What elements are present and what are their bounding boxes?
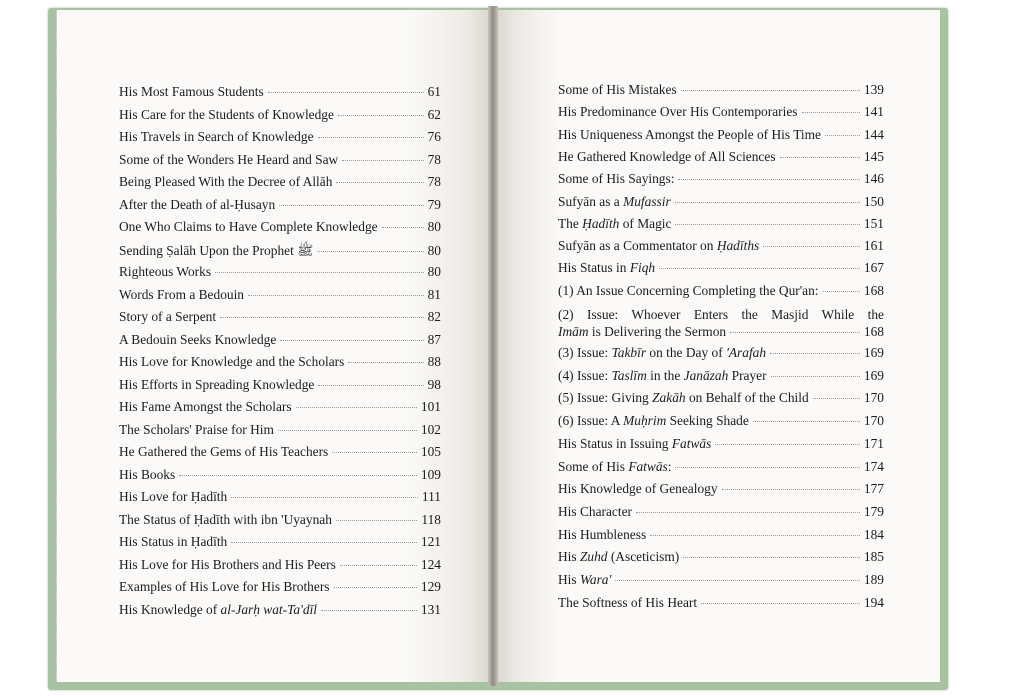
title-part: on the Day of bbox=[646, 345, 726, 360]
title-part: His Status in Issuing bbox=[558, 435, 672, 451]
toc-entry-title bbox=[119, 557, 336, 573]
title-part: His Love for Ḥadīth bbox=[119, 489, 228, 504]
title-part: : bbox=[667, 458, 672, 474]
toc-entry[interactable] bbox=[119, 287, 441, 303]
title-part: Sending Ṣalāh Upon the Prophet ﷺ bbox=[119, 242, 314, 258]
toc-entry[interactable] bbox=[558, 436, 884, 452]
toc-page-number: 76 bbox=[427, 129, 441, 144]
toc-page-number: 78 bbox=[427, 174, 441, 189]
toc-entry[interactable] bbox=[558, 481, 884, 497]
title-part: on Behalf of the Child bbox=[685, 390, 809, 406]
toc-entry-title-line2 bbox=[558, 323, 884, 340]
title-part: 'Arafah bbox=[726, 345, 767, 360]
toc-page-number: 131 bbox=[420, 601, 441, 617]
toc-page-number: 118 bbox=[421, 511, 441, 527]
toc-page-number: 161 bbox=[863, 238, 884, 254]
dot-leader bbox=[248, 295, 424, 296]
title-part: Janāzah bbox=[683, 367, 729, 383]
toc-page-number: 79 bbox=[427, 196, 441, 212]
dot-leader bbox=[268, 92, 424, 93]
dot-leader bbox=[771, 376, 860, 377]
title-part: The bbox=[558, 215, 583, 231]
toc-entry[interactable] bbox=[558, 345, 884, 361]
title-part: Examples of His Love for His Brothers bbox=[119, 579, 330, 594]
toc-page-number: 151 bbox=[863, 215, 884, 231]
toc-entry[interactable] bbox=[558, 216, 884, 232]
toc-entry-title-line1: (2) Issue: Whoever Enters the Masjid While the bbox=[558, 307, 884, 322]
title-part: Ḥadīths bbox=[716, 238, 760, 254]
dot-leader bbox=[802, 112, 860, 113]
toc-entry[interactable] bbox=[558, 572, 884, 588]
title-part: Zuhd bbox=[579, 549, 608, 565]
toc-entry[interactable] bbox=[119, 332, 441, 348]
toc-page-number: 80 bbox=[427, 242, 441, 258]
toc-page-number: 144 bbox=[863, 126, 884, 142]
title-part: is Delivering the Sermon bbox=[588, 324, 727, 339]
toc-entry-title bbox=[558, 413, 749, 429]
title-part: Mufassir bbox=[623, 193, 671, 209]
dot-leader bbox=[715, 444, 860, 445]
toc-page-number: 61 bbox=[427, 84, 441, 99]
toc-entry[interactable] bbox=[119, 557, 441, 573]
title-part: (Asceticism) bbox=[607, 549, 680, 565]
title-part: One Who Claims to Have Complete Knowledge bbox=[119, 219, 378, 234]
toc-entry[interactable] bbox=[119, 512, 441, 528]
dot-leader bbox=[813, 398, 860, 399]
title-part: Some of His Mistakes bbox=[558, 82, 677, 97]
toc-page-number: 101 bbox=[420, 399, 441, 414]
dot-leader bbox=[340, 565, 417, 566]
toc-entry[interactable] bbox=[558, 194, 884, 210]
title-part: His Most Famous Students bbox=[119, 84, 264, 99]
toc-page-number: 146 bbox=[863, 171, 884, 187]
toc-entry[interactable] bbox=[558, 149, 884, 165]
title-part: (3) Issue: bbox=[558, 345, 612, 360]
toc-page-number: 78 bbox=[427, 151, 441, 167]
toc-entry-title bbox=[558, 82, 677, 98]
toc-entry[interactable] bbox=[558, 171, 884, 187]
title-part: Taslīm bbox=[611, 367, 647, 383]
title-part: Some of the Wonders He Heard and Saw bbox=[119, 151, 339, 167]
dot-leader bbox=[348, 362, 423, 363]
toc-page-number: 169 bbox=[863, 367, 884, 383]
toc-entry[interactable] bbox=[119, 242, 441, 262]
title-part: Prayer bbox=[728, 367, 767, 383]
dot-leader bbox=[675, 467, 859, 468]
toc-page-number: 168 bbox=[863, 282, 884, 298]
toc-page-number: 81 bbox=[427, 286, 441, 302]
title-part: His Uniqueness Amongst the People of His Time bbox=[558, 126, 821, 142]
toc-entry-title bbox=[558, 368, 767, 384]
toc-page-number: 184 bbox=[863, 526, 884, 542]
dot-leader bbox=[730, 332, 860, 333]
title-part: The Status of Ḥadīth with ibn 'Uyaynah bbox=[119, 511, 332, 527]
toc-page-number: 129 bbox=[420, 579, 441, 594]
toc-entry[interactable] bbox=[119, 579, 441, 595]
book-spine bbox=[488, 6, 498, 686]
toc-entry[interactable] bbox=[119, 197, 441, 213]
title-part: Fiqh bbox=[629, 260, 656, 276]
toc-entry-title bbox=[119, 467, 175, 483]
title-part: A Bedouin Seeks Knowledge bbox=[119, 331, 277, 347]
toc-entry[interactable] bbox=[558, 459, 884, 475]
dot-leader bbox=[701, 603, 860, 604]
title-part: of Magic bbox=[619, 215, 672, 231]
toc-entry-title bbox=[558, 238, 759, 254]
toc-entry-title bbox=[119, 219, 378, 235]
toc-entry-title bbox=[119, 107, 334, 123]
title-part: His Predominance Over His Contemporaries bbox=[558, 104, 798, 120]
toc-page-number: 141 bbox=[863, 104, 884, 120]
dot-leader bbox=[650, 535, 860, 536]
toc-entry[interactable] bbox=[119, 264, 441, 280]
toc-entry-title bbox=[558, 436, 711, 452]
toc-entry-title bbox=[119, 444, 328, 460]
title-part: (1) An Issue Concerning Completing the Qur'an: bbox=[558, 282, 819, 298]
title-part: (5) Issue: Giving bbox=[558, 390, 653, 406]
dot-leader bbox=[382, 227, 424, 228]
toc-entry-title bbox=[119, 377, 314, 393]
toc-page-number: 150 bbox=[863, 193, 884, 209]
toc-entry-title bbox=[558, 504, 632, 520]
title-part: His Status in bbox=[558, 260, 630, 276]
toc-entry[interactable] bbox=[119, 309, 441, 325]
toc-entry[interactable] bbox=[558, 82, 884, 98]
title-part: His Status in Ḥadīth bbox=[119, 534, 228, 549]
dot-leader bbox=[342, 160, 423, 161]
title-part: His Fame Amongst the Scholars bbox=[119, 399, 292, 414]
title-part: His Humbleness bbox=[558, 526, 647, 542]
toc-entry-title bbox=[558, 572, 611, 588]
dot-leader bbox=[231, 542, 417, 543]
toc-page-number: 185 bbox=[863, 549, 884, 565]
dot-leader bbox=[279, 205, 423, 206]
title-part: Some of His Sayings: bbox=[558, 171, 675, 187]
title-part: His bbox=[558, 549, 580, 565]
title-part: Some of His bbox=[558, 458, 629, 474]
toc-entry[interactable] bbox=[558, 283, 884, 299]
title-part: His Love for His Brothers and His Peers bbox=[119, 556, 336, 572]
title-part: He Gathered the Gems of His Teachers bbox=[119, 444, 329, 459]
toc-entry[interactable] bbox=[119, 84, 441, 100]
title-part: Story of a Serpent bbox=[119, 309, 217, 324]
title-part: Imām bbox=[558, 324, 589, 339]
toc-entry[interactable] bbox=[558, 260, 884, 276]
dot-leader bbox=[675, 224, 859, 225]
toc-page-number: 121 bbox=[420, 534, 441, 549]
toc-entry[interactable] bbox=[119, 377, 441, 393]
toc-entry-title bbox=[119, 512, 332, 528]
title-part: Righteous Works bbox=[119, 264, 212, 279]
title-part: His Care for the Students of Knowledge bbox=[119, 106, 334, 122]
dot-leader bbox=[296, 407, 417, 408]
toc-entry[interactable] bbox=[558, 413, 884, 429]
dot-leader bbox=[678, 179, 859, 180]
toc-entry-title bbox=[119, 264, 211, 280]
title-part: in the bbox=[646, 367, 684, 383]
toc-entry-title bbox=[119, 197, 275, 213]
toc-page-number: 109 bbox=[420, 466, 441, 482]
title-part: His Efforts in Spreading Knowledge bbox=[119, 376, 315, 392]
dot-leader bbox=[318, 137, 424, 138]
title-part: Muḥrim bbox=[623, 413, 667, 429]
title-part: Wara' bbox=[579, 572, 612, 587]
toc-page-number: 124 bbox=[420, 556, 441, 572]
toc-page-number: 167 bbox=[863, 260, 884, 276]
dot-leader bbox=[278, 430, 417, 431]
toc-entry[interactable] bbox=[119, 489, 441, 505]
toc-entry-title bbox=[119, 534, 227, 550]
toc-entry-title bbox=[119, 579, 330, 595]
title-part: His Love for Knowledge and the Scholars bbox=[119, 354, 345, 369]
title-part: He Gathered Knowledge of All Sciences bbox=[558, 148, 776, 164]
toc-page-number: 82 bbox=[427, 309, 441, 324]
title-part: Takbīr bbox=[611, 345, 647, 360]
toc-page-number: 170 bbox=[863, 390, 884, 406]
toc-page-number: 179 bbox=[863, 503, 884, 519]
toc-entry[interactable] bbox=[558, 127, 884, 143]
dot-leader bbox=[753, 421, 860, 422]
title-part: His bbox=[558, 572, 580, 587]
toc-page-number: 87 bbox=[427, 331, 441, 347]
title-part: Sufyān as a Commentator on bbox=[558, 238, 717, 254]
toc-entry[interactable] bbox=[119, 422, 441, 438]
title-part: His Knowledge of bbox=[119, 601, 221, 617]
toc-entry[interactable] bbox=[558, 306, 884, 340]
toc-entry[interactable] bbox=[558, 104, 884, 120]
toc-entry-title bbox=[119, 129, 314, 145]
dot-leader bbox=[321, 610, 417, 611]
dot-leader bbox=[332, 452, 417, 453]
dot-leader bbox=[823, 291, 860, 292]
toc-entry[interactable] bbox=[558, 595, 884, 611]
toc-entry-title bbox=[119, 602, 317, 618]
toc-entry[interactable] bbox=[119, 129, 441, 145]
title-part: (6) Issue: A bbox=[558, 413, 624, 429]
toc-entry[interactable] bbox=[558, 390, 884, 406]
toc-entry[interactable] bbox=[558, 238, 884, 254]
toc-entry-title bbox=[119, 399, 292, 415]
dot-leader bbox=[220, 317, 424, 318]
title-part: Zakāh bbox=[652, 390, 686, 406]
toc-entry[interactable] bbox=[119, 444, 441, 460]
toc-entry[interactable] bbox=[558, 549, 884, 565]
toc-entry-title bbox=[558, 390, 809, 406]
toc-page-number: 174 bbox=[863, 458, 884, 474]
toc-page-number: 80 bbox=[427, 219, 441, 234]
toc-entry-title bbox=[119, 422, 274, 438]
toc-entry-title bbox=[119, 242, 313, 262]
dot-leader bbox=[338, 115, 424, 116]
toc-entry-title bbox=[119, 287, 244, 303]
toc-page-number: 98 bbox=[427, 376, 441, 392]
dot-leader bbox=[722, 489, 860, 490]
dot-leader bbox=[336, 520, 417, 521]
dot-leader bbox=[231, 497, 418, 498]
toc-entry[interactable] bbox=[558, 527, 884, 543]
toc-page-number: 177 bbox=[863, 481, 884, 497]
toc-entry-title bbox=[558, 323, 726, 340]
toc-entry[interactable] bbox=[119, 107, 441, 123]
toc-entry[interactable] bbox=[119, 219, 441, 235]
toc-entry[interactable] bbox=[119, 467, 441, 483]
toc-page-number: 194 bbox=[863, 594, 884, 610]
dot-leader bbox=[636, 512, 860, 513]
toc-entry-title bbox=[558, 216, 671, 232]
toc-entry[interactable] bbox=[558, 368, 884, 384]
toc-page-number: 145 bbox=[863, 148, 884, 164]
title-part: Seeking Shade bbox=[666, 413, 749, 429]
toc-entry-title bbox=[119, 174, 332, 190]
toc-entry-title bbox=[558, 345, 766, 361]
toc-entry-title bbox=[558, 127, 821, 143]
title-part: (4) Issue: bbox=[558, 367, 612, 383]
dot-leader bbox=[615, 580, 860, 581]
toc-entry[interactable] bbox=[119, 534, 441, 550]
title-part: Fatwās bbox=[671, 435, 712, 451]
toc-page-number: 111 bbox=[421, 489, 441, 504]
title-part: al-Jarḥ wat-Ta'dīl bbox=[220, 601, 318, 617]
title-part: Fatwās bbox=[628, 458, 668, 474]
toc-entry[interactable] bbox=[119, 399, 441, 415]
toc-page-number: 189 bbox=[863, 572, 884, 587]
toc-entry[interactable] bbox=[119, 354, 441, 370]
toc-page-number: 169 bbox=[863, 345, 884, 360]
title-part: Words From a Bedouin bbox=[119, 286, 245, 302]
toc-entry-title bbox=[558, 260, 655, 276]
toc-entry-title bbox=[558, 527, 646, 543]
dot-leader bbox=[318, 385, 423, 386]
dot-leader bbox=[825, 135, 860, 136]
dot-leader bbox=[780, 157, 860, 158]
toc-entry[interactable] bbox=[119, 602, 441, 618]
dot-leader bbox=[179, 475, 417, 476]
dot-leader bbox=[334, 587, 417, 588]
title-part: Being Pleased With the Decree of Allāh bbox=[119, 174, 333, 189]
title-part: His Knowledge of Genealogy bbox=[558, 481, 718, 497]
toc-page-number: 88 bbox=[427, 354, 441, 369]
toc-page-number: 139 bbox=[863, 82, 884, 97]
toc-page-number: 102 bbox=[420, 421, 441, 437]
toc-entry-title bbox=[558, 194, 671, 210]
toc-entry[interactable] bbox=[558, 504, 884, 520]
dot-leader bbox=[675, 202, 860, 203]
toc-entry-title bbox=[558, 149, 776, 165]
dot-leader bbox=[683, 557, 860, 558]
toc-entry-title bbox=[558, 595, 697, 611]
toc-page-number: 171 bbox=[863, 435, 884, 451]
toc-entry-title bbox=[119, 309, 216, 325]
dot-leader bbox=[280, 340, 423, 341]
toc-page-number: 62 bbox=[427, 106, 441, 122]
toc-entry-title bbox=[558, 283, 819, 299]
title-part: His Books bbox=[119, 466, 176, 482]
toc-entry-title bbox=[119, 354, 344, 370]
title-part: His Character bbox=[558, 503, 632, 519]
toc-entry-title bbox=[558, 549, 679, 565]
toc-entry[interactable] bbox=[119, 174, 441, 190]
toc-entry-title bbox=[119, 152, 338, 168]
toc-entry-title bbox=[558, 104, 798, 120]
dot-leader bbox=[215, 272, 424, 273]
toc-entry[interactable] bbox=[119, 152, 441, 168]
dot-leader bbox=[763, 246, 860, 247]
toc-entry-title bbox=[558, 459, 671, 475]
toc-entry-title bbox=[119, 332, 276, 348]
toc-page-number: 170 bbox=[863, 413, 884, 429]
toc-page-number: 80 bbox=[427, 264, 441, 279]
toc-entry-title bbox=[558, 481, 718, 497]
title-part: Ḥadīth bbox=[582, 215, 620, 231]
dot-leader bbox=[317, 251, 423, 252]
title-part: Sufyān as a bbox=[558, 193, 624, 209]
dot-leader bbox=[659, 268, 860, 269]
title-part: The Softness of His Heart bbox=[558, 594, 698, 610]
dot-leader bbox=[681, 90, 860, 91]
toc-page-number: 168 bbox=[863, 324, 884, 339]
dot-leader bbox=[770, 353, 860, 354]
toc-entry-title bbox=[119, 84, 264, 100]
toc-page-number: 105 bbox=[420, 444, 441, 459]
dot-leader bbox=[336, 182, 423, 183]
title-part: The Scholars' Praise for Him bbox=[119, 421, 274, 437]
title-part: His Travels in Search of Knowledge bbox=[119, 129, 314, 144]
title-part: After the Death of al-Ḥusayn bbox=[119, 196, 276, 212]
toc-entry-title bbox=[119, 489, 227, 505]
toc-entry-title bbox=[558, 171, 674, 187]
